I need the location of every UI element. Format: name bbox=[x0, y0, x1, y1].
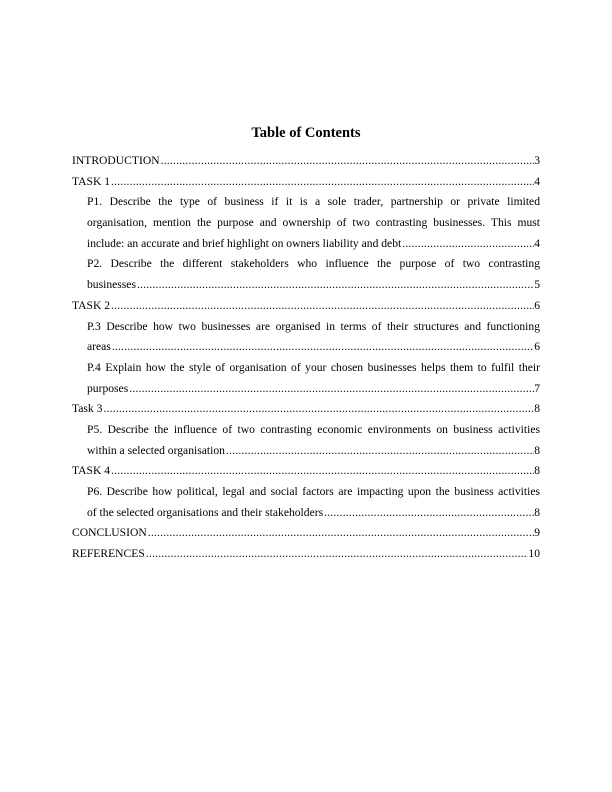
toc-page-number: 8 bbox=[534, 402, 540, 416]
toc-dot-leader bbox=[324, 503, 534, 524]
toc-entry[interactable] bbox=[72, 461, 540, 482]
toc-entry-title: TASK 2 bbox=[72, 298, 111, 312]
toc-entry-title: purposes bbox=[87, 381, 129, 395]
toc-entry-leader-line bbox=[87, 337, 540, 358]
toc-entry-text-line: P2. Describe the different stakeholders who influence the purpose of two contrasting bbox=[87, 257, 540, 271]
toc-page-number: 6 bbox=[534, 298, 540, 312]
toc-entry-text-line: organisation, mention the purpose and ownership of two contrasting businesses. This must bbox=[87, 216, 540, 230]
toc-entry-title: of the selected organisations and their stakeholders bbox=[87, 505, 324, 519]
toc-dot-leader bbox=[402, 234, 534, 255]
toc-dot-leader bbox=[111, 461, 534, 482]
toc-page-number: 4 bbox=[534, 236, 540, 250]
toc-entry[interactable] bbox=[72, 317, 540, 358]
toc-entry-text-line: P.3 Describe how two businesses are organised in terms of their structures and functioning bbox=[87, 319, 540, 333]
toc-entry-text-line: P.4 Explain how the style of organisation of your chosen businesses helps them to fulfil their bbox=[87, 360, 540, 374]
toc-entry[interactable] bbox=[72, 544, 540, 565]
toc-page-number: 7 bbox=[534, 381, 540, 395]
toc-entry-title: areas bbox=[87, 340, 111, 354]
toc-entry-leader-line bbox=[87, 503, 540, 524]
toc-entry[interactable] bbox=[72, 420, 540, 461]
toc-entry-title: CONCLUSION bbox=[72, 526, 147, 540]
toc-entry-title: businesses bbox=[87, 278, 136, 292]
toc-entry-text-line: P1. Describe the type of business if it is a sole trader, partnership or private limited bbox=[87, 195, 540, 209]
toc-dot-leader bbox=[148, 523, 534, 544]
toc-page-number: 6 bbox=[534, 340, 540, 354]
toc-entry[interactable] bbox=[72, 296, 540, 317]
toc-entry-title: TASK 1 bbox=[72, 174, 111, 188]
toc-entry-leader-line bbox=[87, 275, 540, 296]
toc-entry-leader-line bbox=[72, 523, 540, 544]
toc-entry-leader-line bbox=[72, 544, 540, 565]
toc-entry-leader-line bbox=[72, 399, 540, 420]
toc-entry-text-line: P5. Describe the influence of two contrasting economic environments on business activities bbox=[87, 422, 540, 436]
toc-entry-title: within a selected organisation bbox=[87, 443, 225, 457]
toc-title: Table of Contents bbox=[251, 125, 361, 141]
toc-entry[interactable] bbox=[72, 172, 540, 193]
toc-entry[interactable] bbox=[72, 151, 540, 172]
toc-page-number: 4 bbox=[534, 174, 540, 188]
toc-page-number: 9 bbox=[534, 526, 540, 540]
toc-entry-leader-line bbox=[87, 234, 540, 255]
toc-entry-title: INTRODUCTION bbox=[72, 154, 160, 167]
toc-entry[interactable] bbox=[72, 192, 540, 254]
toc-dot-leader bbox=[129, 379, 534, 400]
toc-dot-leader bbox=[161, 151, 535, 172]
toc-page-number: 8 bbox=[534, 505, 540, 519]
toc-entry[interactable] bbox=[72, 254, 540, 295]
toc-dot-leader bbox=[226, 441, 534, 462]
toc-dot-leader bbox=[137, 275, 534, 296]
toc-entry-leader-line bbox=[72, 151, 540, 172]
toc-page-number: 8 bbox=[534, 464, 540, 478]
toc-entry[interactable] bbox=[72, 523, 540, 544]
toc-dot-leader bbox=[112, 337, 534, 358]
toc-entry[interactable] bbox=[72, 482, 540, 523]
toc-entry-title: TASK 4 bbox=[72, 464, 111, 478]
toc-entry-leader-line bbox=[72, 172, 540, 193]
toc-entry-title: include: an accurate and brief highlight on owners liability and debt bbox=[87, 236, 402, 250]
toc-entry-text-line: P6. Describe how political, legal and social factors are impacting upon the business activities bbox=[87, 485, 540, 498]
toc-entry[interactable] bbox=[72, 399, 540, 420]
toc-entry-leader-line bbox=[87, 379, 540, 400]
toc-page-number: 8 bbox=[534, 443, 540, 457]
toc-page-number: 3 bbox=[534, 154, 540, 167]
toc-entry-title: Task 3 bbox=[72, 402, 103, 416]
toc-entry[interactable] bbox=[72, 358, 540, 399]
toc-entry-leader-line bbox=[87, 441, 540, 462]
toc-entry-leader-line bbox=[72, 296, 540, 317]
toc-entry-title: REFERENCES bbox=[72, 547, 145, 561]
toc-dot-leader bbox=[111, 172, 534, 193]
toc-dot-leader bbox=[111, 296, 534, 317]
toc-dot-leader bbox=[103, 399, 534, 420]
table-of-contents bbox=[72, 151, 540, 565]
toc-entry-leader-line bbox=[72, 461, 540, 482]
toc-page-number: 5 bbox=[534, 278, 540, 292]
toc-page-number: 10 bbox=[528, 547, 540, 561]
toc-dot-leader bbox=[146, 544, 529, 565]
